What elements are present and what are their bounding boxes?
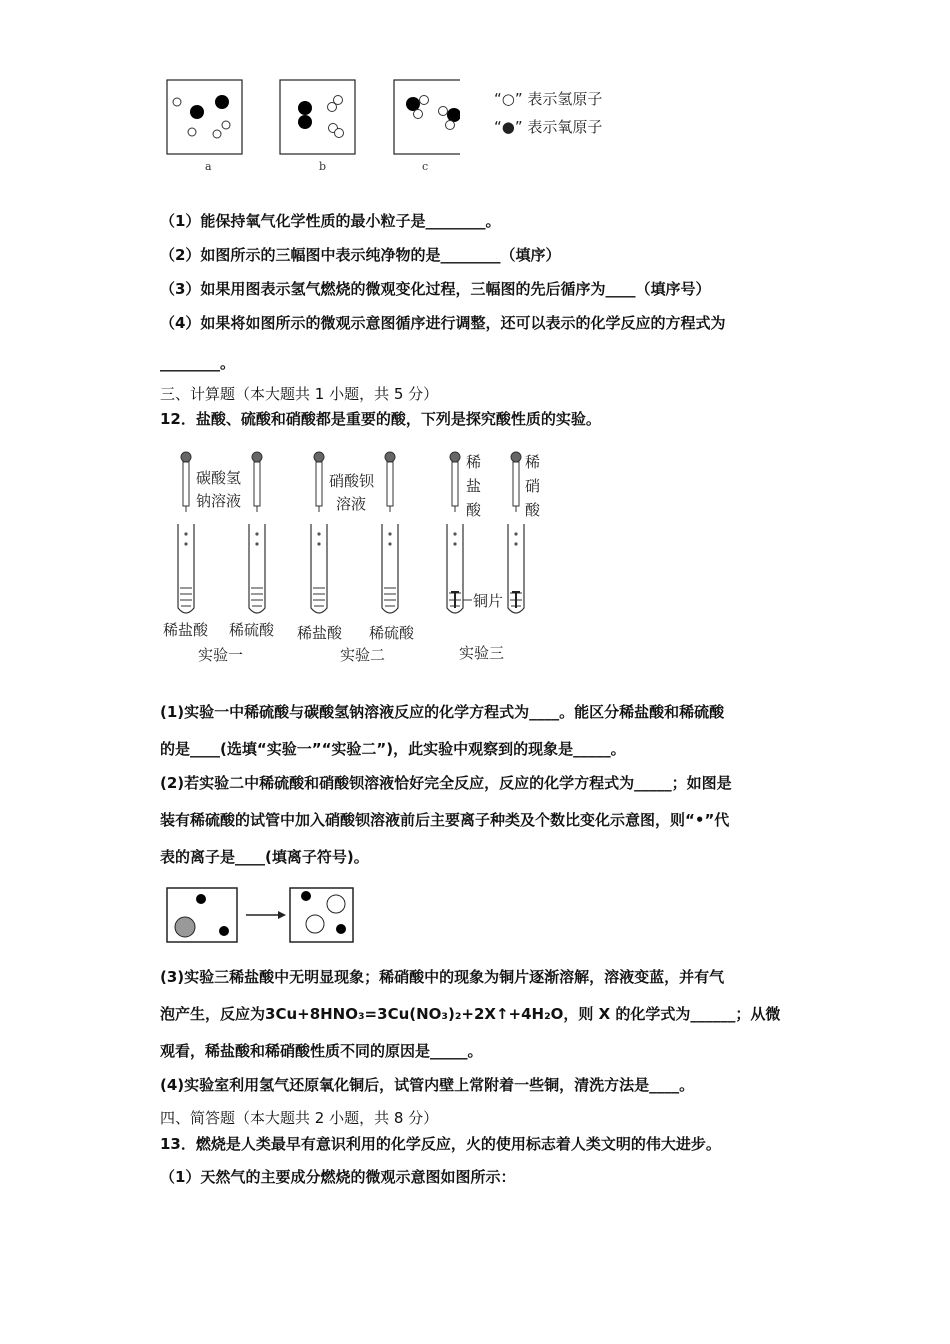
- ion-diagram: [160, 882, 360, 948]
- reagent2-line1: 硝酸钡: [329, 472, 375, 490]
- ion-dot: [219, 926, 229, 936]
- oxygen-atom: [298, 101, 312, 115]
- hydrogen-atom: [414, 110, 423, 119]
- q11-part3: （3）如果用图表示氢气燃烧的微观变化过程，三幅图的先后循序为____（填序号）: [160, 280, 711, 298]
- acid-hcl-2: 盐: [466, 477, 482, 495]
- q12-part2-line1: (2)若实验二中稀硫酸和硝酸钡溶液恰好完全反应，反应的化学方程式为_____；如图是: [160, 774, 732, 792]
- dropper: [385, 452, 395, 512]
- caption-b: b: [319, 160, 327, 173]
- ion-open: [306, 915, 324, 933]
- tube-label-3: 稀盐酸: [297, 624, 343, 642]
- copper-label: 铜片: [473, 592, 504, 610]
- ion-dot: [301, 891, 311, 901]
- q13-part1: （1）天然气的主要成分燃烧的微观示意图如图所示：: [160, 1168, 516, 1186]
- legend-hydrogen: “○” 表示氢原子: [494, 90, 603, 108]
- q12-part1-line2: 的是____(选填“实验一”“实验二”)，此实验中观察到的现象是_____。: [160, 740, 626, 758]
- dropper: [450, 452, 460, 512]
- q12-part2-line2: 装有稀硫酸的试管中加入硝酸钡溶液前后主要离子种类及个数比变化示意图，则“•”代: [160, 811, 730, 829]
- oxygen-atom: [190, 105, 204, 119]
- q12-part1-line1: (1)实验一中稀硫酸与碳酸氢钠溶液反应的化学方程式为____。能区分稀盐酸和稀硫酸: [160, 703, 725, 721]
- oxygen-atom: [298, 115, 312, 129]
- hydrogen-atom: [335, 129, 344, 138]
- box-b: [280, 80, 355, 154]
- hydrogen-atom: [213, 130, 221, 138]
- hydrogen-atom: [446, 121, 455, 130]
- q11-part4: （4）如果将如图所示的微观示意图循序进行调整，还可以表示的化学反应的方程式为: [160, 314, 726, 332]
- q12-part3-line2: 泡产生，反应为3Cu+8HNO₃=3Cu(NO₃)₂+2X↑+4H₂O，则 X 的化学式为______；从微: [160, 1005, 781, 1023]
- box-a: [167, 80, 242, 154]
- oxygen-atom: [447, 108, 460, 122]
- reagent2-line2: 溶液: [336, 495, 367, 513]
- q12-part4: (4)实验室利用氢气还原氧化铜后，试管内壁上常附着一些铜，清洗方法是____。: [160, 1076, 695, 1094]
- hydrogen-atom: [328, 103, 337, 112]
- q13-stem: 13．燃烧是人类最早有意识利用的化学反应，火的使用标志着人类文明的伟大进步。: [160, 1135, 721, 1153]
- reagent1-line2: 钠溶液: [196, 492, 242, 510]
- q12-part3-line3: 观看，稀盐酸和稀硝酸性质不同的原因是_____。: [160, 1042, 483, 1060]
- acid-hno3-3: 酸: [525, 501, 541, 519]
- q12-part3-line1: (3)实验三稀盐酸中无明显现象；稀硝酸中的现象为铜片逐渐溶解，溶液变蓝，并有气: [160, 968, 725, 986]
- section-4-heading: 四、简答题（本大题共 2 小题，共 8 分）: [160, 1109, 439, 1127]
- reagent1-line1: 碳酸氢: [196, 469, 242, 487]
- arrow-icon: [278, 911, 286, 919]
- caption-a: a: [205, 160, 212, 173]
- section-3-heading: 三、计算题（本大题共 1 小题，共 5 分）: [160, 385, 439, 403]
- dropper: [252, 452, 262, 512]
- caption-c: c: [422, 160, 429, 173]
- dropper: [181, 452, 191, 512]
- legend-oxygen: “●” 表示氧原子: [494, 118, 603, 136]
- q12-part2-line3: 表的离子是____(填离子符号)。: [160, 848, 369, 866]
- experiment-3-label: 实验三: [459, 644, 505, 662]
- ion-dot: [196, 894, 206, 904]
- ion-grey: [175, 917, 195, 937]
- q11-part2: （2）如图所示的三幅图中表示纯净物的是________（填序）: [160, 246, 561, 264]
- acid-hno3-2: 硝: [525, 477, 541, 495]
- oxygen-atom: [406, 97, 420, 111]
- q11-part4-blank: ________。: [160, 354, 236, 372]
- tube-label-2: 稀硫酸: [229, 621, 275, 639]
- acid-hcl-1: 稀: [466, 453, 482, 471]
- hydrogen-atom: [439, 107, 448, 116]
- ion-box-after: [290, 888, 353, 942]
- tube-label-1: 稀盐酸: [163, 621, 209, 639]
- hydrogen-atom: [173, 98, 181, 106]
- experiment-2-label: 实验二: [340, 646, 386, 664]
- oxygen-atom: [215, 95, 229, 109]
- dropper: [314, 452, 324, 512]
- q12-stem: 12．盐酸、硫酸和硝酸都是重要的酸，下列是探究酸性质的实验。: [160, 410, 601, 428]
- q11-part1: （1）能保持氧气化学性质的最小粒子是________。: [160, 212, 501, 230]
- acid-hno3-1: 稀: [525, 453, 541, 471]
- liquid-lines: [180, 588, 522, 606]
- drops: [184, 532, 517, 545]
- dropper: [511, 452, 521, 512]
- hydrogen-atom: [222, 121, 230, 129]
- experiment-1-label: 实验一: [198, 646, 244, 664]
- ion-open: [327, 895, 345, 913]
- molecule-boxes: [160, 75, 460, 165]
- ion-dot: [336, 924, 346, 934]
- acid-hcl-3: 酸: [466, 501, 482, 519]
- hydrogen-atom: [188, 128, 196, 136]
- hydrogen-atom: [420, 96, 429, 105]
- tube-label-4: 稀硫酸: [369, 624, 415, 642]
